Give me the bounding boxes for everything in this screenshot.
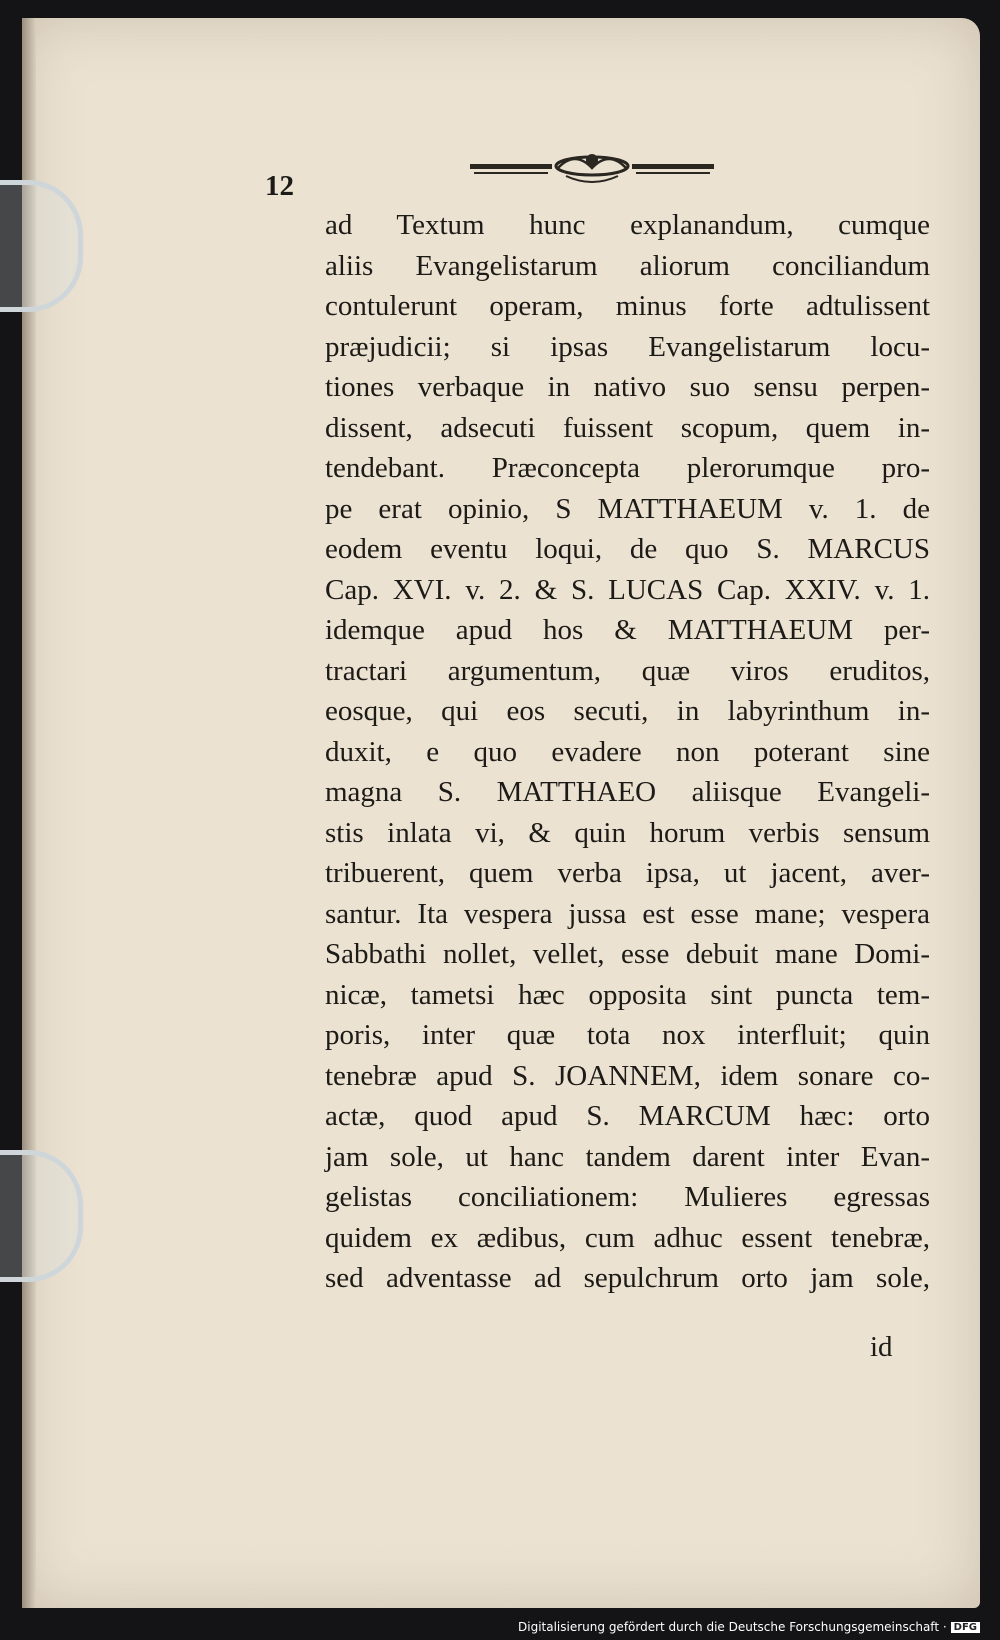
text-line: tendebant. Præconcepta plerorumque pro- — [325, 452, 930, 484]
text-line: stis inlata vi, & quin horum verbis sensum — [325, 816, 930, 849]
text-line: santur. Ita vespera jussa est esse mane; vespera — [325, 897, 930, 930]
text-line: idemque apud hos & MATTHAEUM per- — [325, 614, 930, 646]
text-line: tribuerent, quem verba ipsa, ut jacent, aver- — [325, 857, 930, 889]
catchword: id — [870, 1331, 893, 1363]
text-line: magna S. MATTHAEO aliisque Evangeli- — [325, 776, 930, 808]
text-line: actæ, quod apud S. MARCUM hæc: orto — [325, 1100, 930, 1132]
text-line: eodem eventu loqui, de quo S. MARCUS — [325, 533, 930, 565]
text-line: Sabbathi nollet, vellet, esse debuit mane Domi- — [325, 938, 930, 970]
footer-text: Digitalisierung gefördert durch die Deutsche Forschungsgemeinschaft · — [518, 1620, 947, 1634]
dfg-logo: DFG — [951, 1622, 980, 1633]
text-line: gelistas conciliationem: Mulieres egressas — [325, 1181, 930, 1213]
text-line: Cap. XVI. v. 2. & S. LUCAS Cap. XXIV. v. 1. — [325, 573, 930, 606]
text-line: tiones verbaque in nativo suo sensu perpen- — [325, 371, 930, 403]
text-line: dissent, adsecuti fuissent scopum, quem in- — [325, 411, 930, 444]
text-line: tenebræ apud S. JOANNEM, idem sonare co- — [325, 1059, 930, 1092]
body-text — [325, 205, 930, 1299]
text-line: præjudicii; si ipsas Evangelistarum locu- — [325, 330, 930, 363]
text-line: eosque, qui eos secuti, in labyrinthum in- — [325, 695, 930, 727]
text-line: sed adventasse ad sepulchrum orto jam sole, — [325, 1262, 930, 1294]
text-line: aliis Evangelistarum aliorum conciliandum — [325, 249, 930, 282]
text-line: contulerunt operam, minus forte adtulissent — [325, 290, 930, 322]
text-line: poris, inter quæ tota nox interfluit; quin — [325, 1019, 930, 1051]
text-line: duxit, e quo evadere non poterant sine — [325, 735, 930, 768]
text-line: ad Textum hunc explanandum, cumque — [325, 209, 930, 241]
text-line: quidem ex ædibus, cum adhuc essent tenebræ, — [325, 1221, 930, 1254]
ornament-headpiece — [470, 146, 714, 190]
text-line: tractari argumentum, quæ viros eruditos, — [325, 654, 930, 687]
text-line: pe erat opinio, S MATTHAEUM v. 1. de — [325, 492, 930, 525]
text-line: nicæ, tametsi hæc opposita sint puncta tem- — [325, 978, 930, 1011]
text-line: jam sole, ut hanc tandem darent inter Evan- — [325, 1140, 930, 1173]
footer-credit — [518, 1620, 980, 1634]
page-number: 12 — [265, 170, 294, 202]
